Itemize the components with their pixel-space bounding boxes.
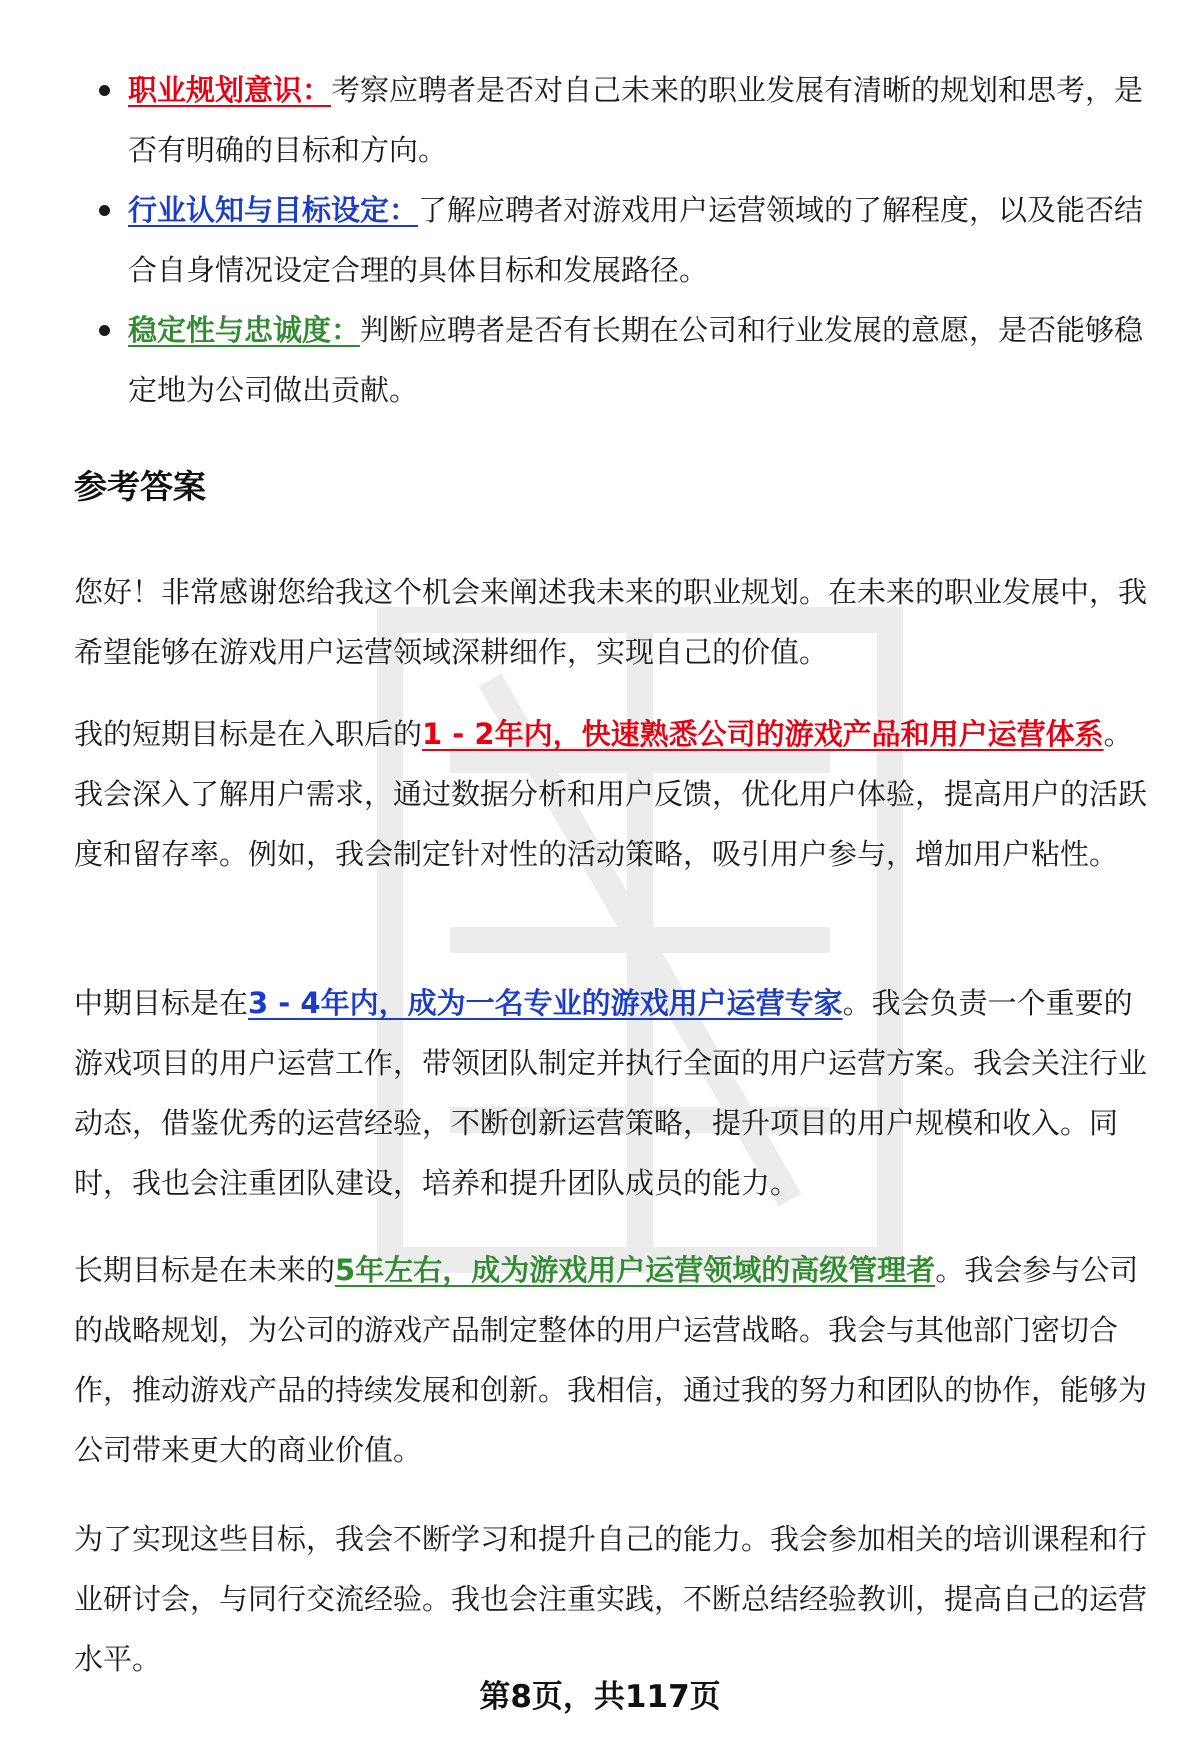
bullet-icon	[99, 205, 110, 216]
long-term-lead: 长期目标是在未来的	[74, 1253, 336, 1287]
mid-term-highlight: 3 - 4年内，成为一名专业的游戏用户运营专家	[248, 986, 843, 1020]
criteria-text: 了解应聘者对游戏用户运营领域的了解程度，以及能否结合自身情况设定合理的具体目标和发展路径。	[128, 193, 1144, 287]
mid-term-lead: 中期目标是在	[74, 986, 249, 1020]
paragraph-short-term	[74, 704, 1154, 884]
paragraph-mid-term	[74, 973, 1154, 1213]
paragraph-closing: 为了实现这些目标，我会不断学习和提升自己的能力。我会参加相关的培训课程和行业研讨会，与同行交流经验。我也会注重实践，不断总结经验教训，提高自己的运营水平。	[74, 1522, 1148, 1676]
criteria-item-career-planning	[74, 60, 1164, 180]
long-term-highlight: 5年左右，成为游戏用户运营领域的高级管理者	[335, 1253, 936, 1287]
short-term-lead: 我的短期目标是在入职后的	[74, 717, 423, 751]
bullet-icon	[99, 325, 110, 336]
criteria-text: 考察应聘者是否对自己未来的职业发展有清晰的规划和思考，是否有明确的目标和方向。	[128, 73, 1144, 167]
paragraph-long-term	[74, 1240, 1154, 1480]
long-term-body: 。我会参与公司的战略规划，为公司的游戏产品制定整体的用户运营战略。我会与其他部门密切合作，推动游戏产品的持续发展和创新。我相信，通过我的努力和团队的协作，能够为公司带来更大的商业价值。	[74, 1253, 1148, 1467]
criteria-keyword: 行业认知与目标设定：	[128, 193, 419, 227]
short-term-highlight: 1 - 2年内，快速熟悉公司的游戏产品和用户运营体系	[422, 717, 1104, 751]
bullet-icon	[99, 85, 110, 96]
criteria-item-stability	[74, 300, 1164, 420]
criteria-keyword: 稳定性与忠诚度：	[128, 313, 361, 347]
criteria-item-industry-awareness	[74, 180, 1164, 300]
criteria-list	[74, 60, 1164, 420]
paragraph-intro: 您好！非常感谢您给我这个机会来阐述我未来的职业规划。在未来的职业发展中，我希望能够在游戏用户运营领域深耕细作，实现自己的价值。	[74, 575, 1148, 669]
section-title: 参考答案	[74, 467, 206, 506]
mid-term-body: 。我会负责一个重要的游戏项目的用户运营工作，带领团队制定并执行全面的用户运营方案。我会关注行业动态，借鉴优秀的运营经验，不断创新运营策略，提升项目的用户规模和收入。同时，我也会注重团队建设，培养和提升团队成员的能力。	[74, 986, 1148, 1200]
page-number: 第8页，共117页	[479, 1679, 721, 1715]
short-term-body: 。我会深入了解用户需求，通过数据分析和用户反馈，优化用户体验，提高用户的活跃度和留存率。例如，我会制定针对性的活动策略，吸引用户参与，增加用户粘性。	[74, 717, 1148, 871]
criteria-text: 判断应聘者是否有长期在公司和行业发展的意愿，是否能够稳定地为公司做出贡献。	[128, 313, 1144, 407]
criteria-keyword: 职业规划意识：	[128, 73, 332, 107]
